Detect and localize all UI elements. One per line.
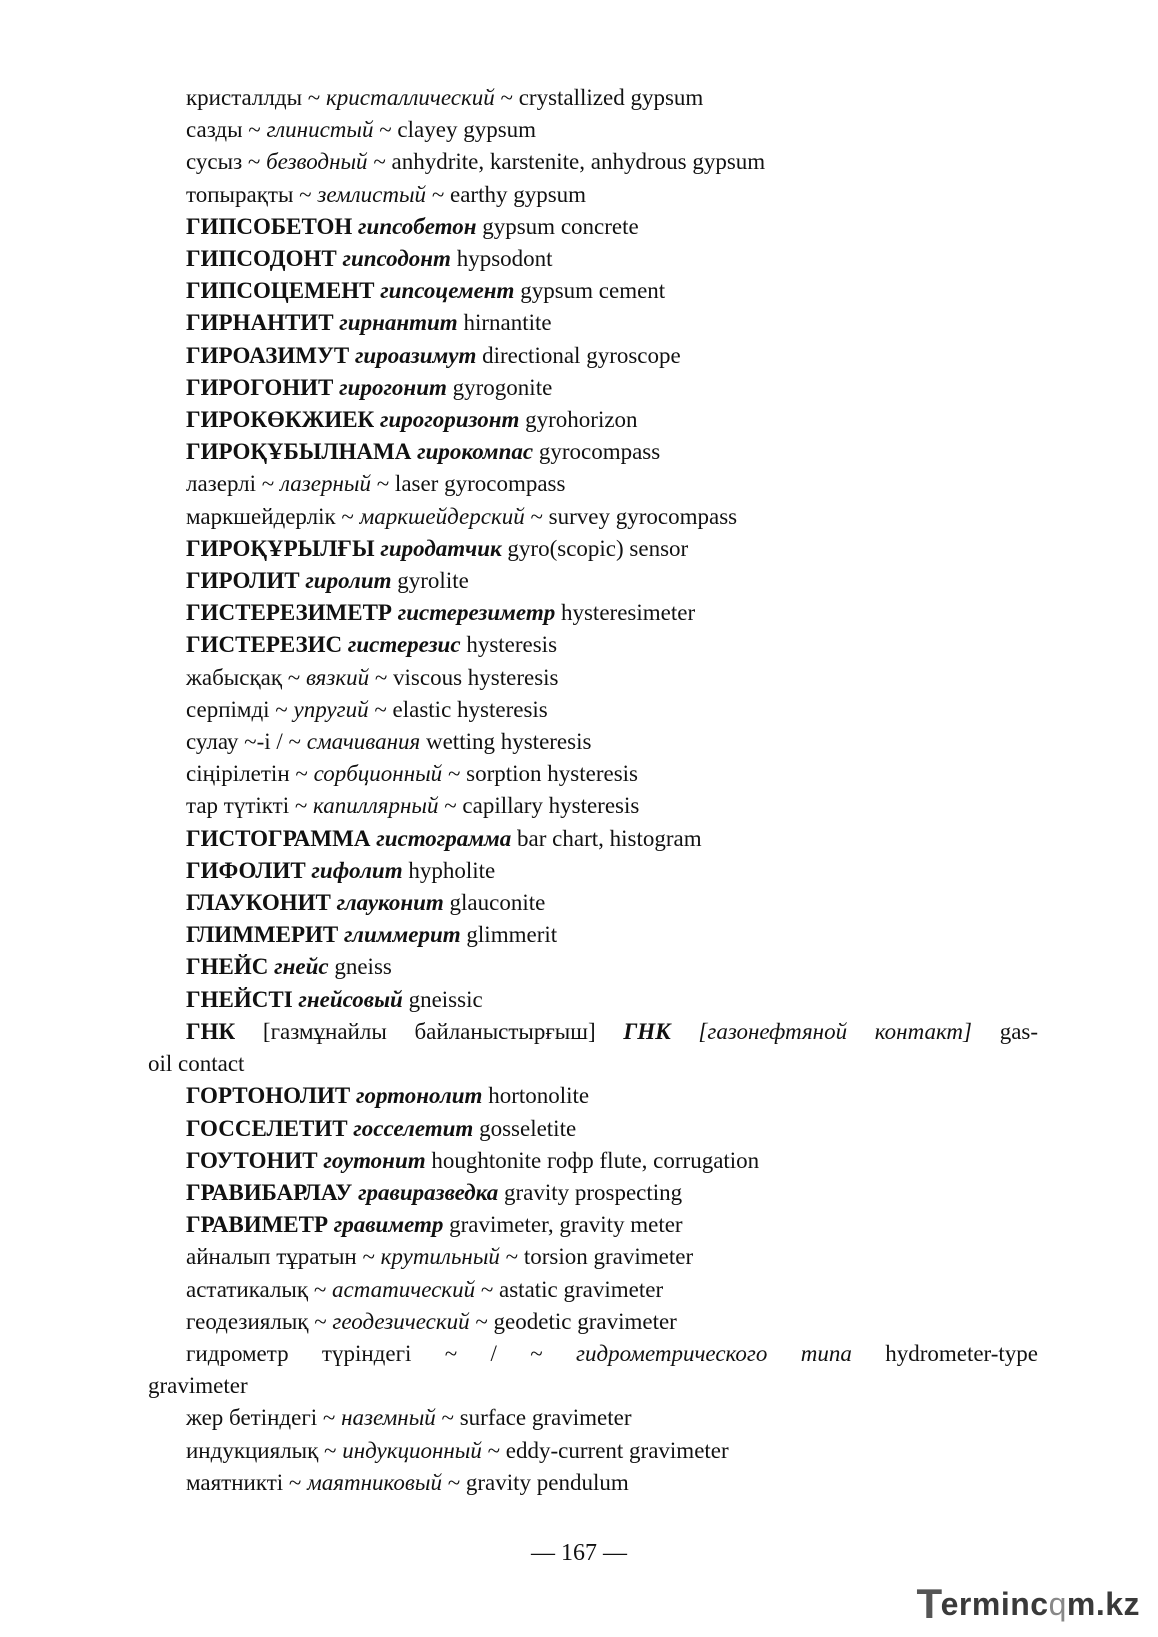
russian-term: гирнантит [339, 310, 458, 336]
kazakh-term: астатикалық ~ [186, 1276, 327, 1302]
headword-entry [148, 307, 1038, 339]
kazakh-term: ГИРОКӨКЖИЕК [186, 407, 375, 433]
headword-entry [148, 597, 1038, 629]
headword-entry [148, 404, 1038, 436]
page-number: — 167 — [531, 1540, 627, 1566]
english-term: gyro(scopic) sensor [507, 535, 689, 561]
headword-entry [148, 855, 1038, 887]
kazakh-term: жер бетіндегі ~ [186, 1405, 336, 1431]
russian-term: гипсобетон [358, 213, 477, 239]
subentry [148, 1435, 1038, 1467]
kazakh-term: ГИПСОЦЕМЕНТ [186, 278, 375, 304]
russian-term: астатический [332, 1276, 476, 1302]
russian-term: гиродатчик [380, 535, 502, 561]
kazakh-term: ГРАВИБАРЛАУ [186, 1179, 353, 1205]
kazakh-term: ГЛИММЕРИТ [186, 922, 339, 948]
english-term: ~ capillary hysteresis [444, 793, 640, 819]
site-watermark-logo: T erminc q m.kz [916, 1580, 1140, 1627]
russian-term: гистерезис [347, 632, 461, 658]
kazakh-term: ГОРТОНОЛИТ [186, 1083, 351, 1109]
headword-entry [148, 823, 1038, 855]
english-term: ~ gravity pendulum [447, 1469, 629, 1495]
kazakh-term: ГОССЕЛЕТИТ [186, 1115, 348, 1141]
headword-entry [148, 372, 1038, 404]
english-term: gyrocompass [538, 439, 661, 465]
english-term: ~ laser gyrocompass [376, 471, 566, 497]
english-term: directional gyroscope [482, 342, 681, 368]
subentry [148, 758, 1038, 790]
russian-term: наземный [341, 1405, 436, 1431]
russian-expansion: [газонефтяной контакт] [698, 1018, 972, 1044]
english-term: gyrolite [397, 568, 469, 594]
english-term: gyrogonite [452, 374, 553, 400]
english-term: hydrometer-type [885, 1340, 1038, 1366]
subentry [148, 726, 1038, 758]
russian-term: гиролит [305, 568, 392, 594]
russian-term: капиллярный [313, 793, 439, 819]
russian-term: гнейс [274, 954, 329, 980]
kazakh-term: ГИФОЛИТ [186, 857, 306, 883]
russian-term: землистый [317, 181, 427, 207]
headword-entry [148, 211, 1038, 243]
russian-term: глауконит [336, 890, 444, 916]
english-term: ~ eddy-current gravimeter [487, 1437, 729, 1463]
english-term: gyrohorizon [525, 407, 638, 433]
subentry [148, 1306, 1038, 1338]
russian-term: гнейсовый [298, 986, 403, 1012]
headword-entry [148, 1080, 1038, 1112]
english-term: gypsum cement [520, 278, 666, 304]
subentry [148, 662, 1038, 694]
english-term: gneiss [334, 954, 392, 980]
english-term: gosseletite [479, 1115, 577, 1141]
russian-term: лазерный [280, 471, 371, 497]
english-term: bar chart, histogram [517, 825, 702, 851]
headword-entry [148, 533, 1038, 565]
kazakh-term: ГОУТОНИТ [186, 1147, 318, 1173]
english-term: ~ torsion gravimeter [505, 1244, 694, 1270]
headword-entry [148, 951, 1038, 983]
kazakh-term: индукциялық ~ [186, 1437, 337, 1463]
russian-term: гидрометрического типа [576, 1340, 852, 1366]
english-term: gravimeter, gravity meter [449, 1212, 683, 1238]
headword-entry [148, 1113, 1038, 1145]
russian-term: индукционный [342, 1437, 482, 1463]
russian-term: сорбционный [313, 761, 443, 787]
kazakh-term: сіңірілетін ~ [186, 761, 308, 787]
headword-entry [148, 340, 1038, 372]
subentry [148, 468, 1038, 500]
english-term: hortonolite [488, 1083, 590, 1109]
russian-term: гирогонит [339, 374, 447, 400]
subentry [148, 790, 1038, 822]
kazakh-term: ГИРОГОНИТ [186, 374, 334, 400]
english-term: glimmerit [466, 922, 558, 948]
english-term: hypsodont [456, 246, 553, 272]
kazakh-term: ГИРНАНТИТ [186, 310, 334, 336]
english-term: hypholite [408, 857, 496, 883]
russian-term: гирогоризонт [379, 407, 520, 433]
kazakh-term: ГНК [186, 1018, 236, 1044]
russian-term: гортонолит [355, 1083, 483, 1109]
russian-term: гравиметр [333, 1212, 444, 1238]
kazakh-term: ГИСТЕРЕЗИС [186, 632, 343, 658]
english-term: wetting hysteresis [425, 729, 592, 755]
english-term: ~ anhydrite, karstenite, anhydrous gypsum [373, 149, 766, 175]
entry-list [148, 82, 1038, 1499]
kazakh-term: ГИПСОБЕТОН [186, 213, 353, 239]
kazakh-term: ГНЕЙС [186, 954, 269, 980]
russian-term: гоутонит [323, 1147, 426, 1173]
russian-term: маятниковый [307, 1469, 442, 1495]
russian-term: геодезический [332, 1308, 470, 1334]
russian-term: смачивания [306, 729, 421, 755]
kazakh-term: лазерлі ~ [186, 471, 275, 497]
english-term: ~ geodetic gravimeter [475, 1308, 677, 1334]
russian-term: безводный [266, 149, 368, 175]
english-term: gypsum concrete [482, 213, 639, 239]
entry-continuation: oil contact [148, 1051, 245, 1077]
headword-entry [148, 887, 1038, 919]
subentry [148, 501, 1038, 533]
russian-term: гипсоцемент [380, 278, 515, 304]
english-term: ~ sorption hysteresis [447, 761, 638, 787]
kazakh-term: сусыз ~ [186, 149, 261, 175]
kazakh-expansion: [газмұнайлы байланыстырғыш] [262, 1018, 596, 1044]
kazakh-term: сазды ~ [186, 117, 261, 143]
kazakh-term: серпімді ~ [186, 696, 288, 722]
english-term: ~ clayey gypsum [379, 117, 537, 143]
kazakh-term: маятникті ~ [186, 1469, 302, 1495]
kazakh-term: ГИРОҚҰБЫЛНАМА [186, 439, 412, 465]
english-term: houghtonite гофр flute, corrugation [431, 1147, 760, 1173]
kazakh-term: топырақты ~ [186, 181, 312, 207]
russian-term: упругий [293, 696, 369, 722]
russian-term: гирокомпас [417, 439, 534, 465]
kazakh-term: ГИСТЕРЕЗИМЕТР [186, 600, 392, 626]
russian-term: глиммерит [343, 922, 461, 948]
russian-term: гипсодонт [342, 246, 451, 272]
russian-term: кристаллический [326, 85, 495, 110]
entry-continuation: gravimeter [148, 1373, 248, 1399]
kazakh-term: айналып тұратын ~ [186, 1244, 375, 1270]
russian-term: ГНК [623, 1018, 671, 1044]
english-term: hirnantite [463, 310, 552, 336]
kazakh-term: ГИРОЛИТ [186, 568, 300, 594]
english-term: gravity prospecting [503, 1179, 683, 1205]
english-term: ~ survey gyrocompass [530, 503, 738, 529]
kazakh-term: сулау ~-і / ~ [186, 729, 301, 755]
headword-entry [148, 1016, 1038, 1048]
russian-term: госселетит [353, 1115, 474, 1141]
subentry [148, 694, 1038, 726]
russian-term: крутильный [380, 1244, 500, 1270]
english-term: ~ astatic gravimeter [480, 1276, 664, 1302]
russian-term: глинистый [266, 117, 374, 143]
dictionary-page [148, 82, 1038, 1499]
russian-term: вязкий [305, 664, 370, 690]
english-term: gneissic [408, 986, 483, 1012]
kazakh-term: гидрометр түріндегі ~ / ~ [186, 1340, 543, 1366]
headword-entry [148, 984, 1038, 1016]
kazakh-term: геодезиялық ~ [186, 1308, 327, 1334]
russian-term: маркшейдерский [359, 503, 525, 529]
subentry [148, 1338, 1038, 1370]
russian-term: гироазимут [354, 342, 477, 368]
subentry [148, 1467, 1038, 1499]
headword-entry [148, 1145, 1038, 1177]
english-term: ~ surface gravimeter [441, 1405, 632, 1431]
russian-term: гравиразведка [358, 1179, 499, 1205]
russian-term: гифолит [311, 857, 403, 883]
kazakh-term: ГЛАУКОНИТ [186, 890, 331, 916]
headword-entry [148, 243, 1038, 275]
english-term: ~ viscous hysteresis [374, 664, 559, 690]
subentry [148, 1402, 1038, 1434]
kazakh-term: ГИСТОГРАММА [186, 825, 371, 851]
subentry [148, 1241, 1038, 1273]
english-term: ~ earthy gypsum [431, 181, 587, 207]
english-term: hysteresis [466, 632, 558, 658]
kazakh-term: ГИРОҚҰРЫЛҒЫ [186, 535, 375, 561]
headword-entry [148, 275, 1038, 307]
english-term: gas- [999, 1018, 1038, 1044]
english-term: hysteresimeter [560, 600, 696, 626]
headword-entry [148, 919, 1038, 951]
kazakh-term: тар түтікті ~ [186, 793, 308, 819]
headword-entry [148, 565, 1038, 597]
russian-term: гистограмма [376, 825, 512, 851]
kazakh-term: ГНЕЙСТІ [186, 986, 293, 1012]
subentry [148, 1274, 1038, 1306]
kazakh-term: ГРАВИМЕТР [186, 1212, 329, 1238]
english-term: glauconite [449, 890, 546, 916]
headword-entry [148, 436, 1038, 468]
kazakh-term: маркшейдерлік ~ [186, 503, 354, 529]
subentry [148, 146, 1038, 178]
kazakh-term: ГИПСОДОНТ [186, 246, 337, 272]
english-term: ~ elastic hysteresis [374, 696, 548, 722]
headword-entry [148, 629, 1038, 661]
headword-entry [148, 1209, 1038, 1241]
russian-term: гистерезиметр [397, 600, 556, 626]
subentry [148, 179, 1038, 211]
english-term: ~ crystallized gypsum [500, 85, 704, 110]
subentry [148, 82, 1038, 114]
kazakh-term: ГИРОАЗИМУТ [186, 342, 350, 368]
headword-entry [148, 1177, 1038, 1209]
subentry [148, 114, 1038, 146]
kazakh-term: кристаллды ~ [186, 85, 321, 110]
kazakh-term: жабысқақ ~ [186, 664, 301, 690]
